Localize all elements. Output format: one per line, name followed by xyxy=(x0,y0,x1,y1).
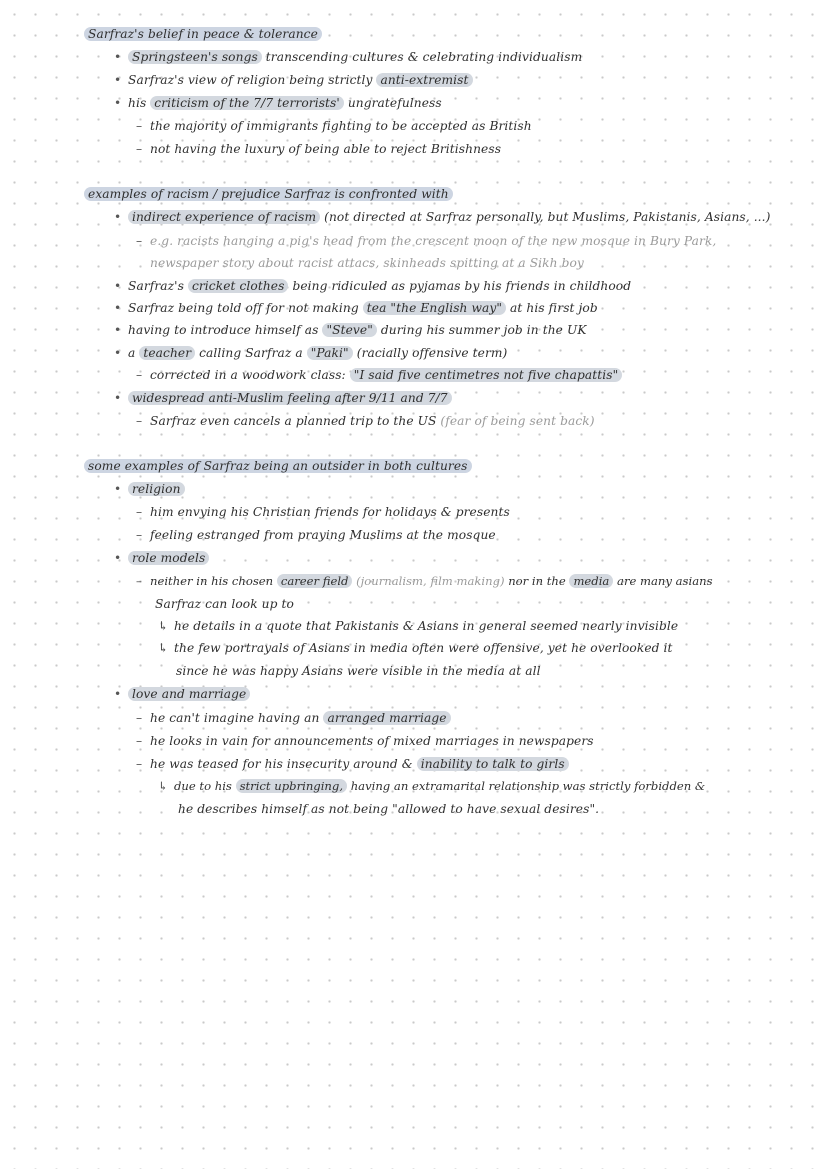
dash-icon: – xyxy=(136,368,143,382)
bullet-icon: • xyxy=(114,279,122,293)
list-item xyxy=(114,321,587,339)
bullet-icon: • xyxy=(114,687,122,701)
list-item xyxy=(114,277,631,295)
highlight: strict upbringing, xyxy=(236,779,347,793)
text: transcending cultures & celebrating individualism xyxy=(261,50,583,64)
list-item xyxy=(114,48,582,66)
section-heading-peace-tolerance xyxy=(84,25,322,43)
dash-icon: – xyxy=(136,734,143,748)
bullet-icon: • xyxy=(114,551,122,565)
highlight: arranged marriage xyxy=(323,711,450,725)
list-item xyxy=(114,685,250,703)
text: the majority of immigrants fighting to be accepted as British xyxy=(150,119,532,133)
arrow-item xyxy=(158,777,705,795)
soft-text: (fear of being sent back) xyxy=(440,414,595,428)
list-item xyxy=(114,480,185,498)
return-arrow-icon: ↳ xyxy=(158,641,169,655)
text: his xyxy=(128,96,151,110)
highlight: tea "the English way" xyxy=(363,301,506,315)
list-item xyxy=(114,299,598,317)
bullet-icon: • xyxy=(114,96,122,110)
highlight: career field xyxy=(277,574,353,588)
sub-item xyxy=(136,412,595,430)
text: corrected in a woodwork class: xyxy=(150,368,350,382)
text: he details in a quote that Pakistanis & Asians in general seemed nearly invisible xyxy=(174,619,679,633)
bullet-icon: • xyxy=(114,391,122,405)
sub-item xyxy=(136,140,501,158)
dash-icon: – xyxy=(136,142,143,156)
dash-icon: – xyxy=(136,234,143,248)
highlight: Springsteen's songs xyxy=(128,50,262,64)
highlight: cricket clothes xyxy=(188,279,289,293)
dash-icon: – xyxy=(136,505,143,519)
highlight: criticism of the 7/7 terrorists' xyxy=(150,96,344,110)
highlight: indirect experience of racism xyxy=(128,210,320,224)
text: at his first job xyxy=(506,301,598,315)
highlight: anti-extremist xyxy=(376,73,472,87)
bullet-icon: • xyxy=(114,210,122,224)
text: due to his xyxy=(174,779,236,793)
arrow-item xyxy=(158,617,678,635)
dash-icon: – xyxy=(136,119,143,133)
text: he was teased for his insecurity around & xyxy=(150,757,417,771)
arrow-item-continuation: he describes himself as not being "allowed to have sexual desires". xyxy=(178,802,600,816)
sub-item xyxy=(136,572,713,590)
text: the few portrayals of Asians in media often were offensive, yet he overlooked it xyxy=(174,641,673,655)
dash-icon: – xyxy=(136,414,143,428)
sub-item xyxy=(136,526,496,544)
highlight: teacher xyxy=(139,346,195,360)
text: feeling estranged from praying Muslims at the mosque xyxy=(150,528,496,542)
return-arrow-icon: ↳ xyxy=(158,779,168,793)
text: neither in his chosen xyxy=(150,574,277,588)
sub-item xyxy=(136,117,532,135)
highlight: love and marriage xyxy=(128,687,250,701)
text: are many asians xyxy=(613,574,713,588)
highlight: "I said five centimetres not five chapattis" xyxy=(350,368,623,382)
highlight: "Paki" xyxy=(307,346,353,360)
list-item xyxy=(114,208,771,226)
dash-icon: – xyxy=(136,528,143,542)
text: ungratefulness xyxy=(343,96,442,110)
list-item xyxy=(114,549,209,567)
bullet-icon: • xyxy=(114,482,122,496)
text: him envying his Christian friends for holidays & presents xyxy=(150,505,510,519)
heading-highlight: Sarfraz's belief in peace & tolerance xyxy=(84,27,322,41)
text: during his summer job in the UK xyxy=(376,323,587,337)
bullet-icon: • xyxy=(114,323,122,337)
text: having to introduce himself as xyxy=(128,323,323,337)
soft-text: (journalism, film making) xyxy=(352,574,505,588)
highlight: religion xyxy=(128,482,185,496)
bullet-icon: • xyxy=(114,50,122,64)
text: e.g. racists hanging a pig's head from the crescent moon of the new mosque in Bury Park, xyxy=(150,234,717,248)
list-item xyxy=(114,389,452,407)
text: Sarfraz's view of religion being strictly xyxy=(128,73,377,87)
text: (not directed at Sarfraz personally, but Muslims, Pakistanis, Asians, ...) xyxy=(320,210,771,224)
sub-item xyxy=(136,366,622,384)
sub-item xyxy=(136,732,594,750)
text: Sarfraz being told off for not making xyxy=(128,301,363,315)
text: being ridiculed as pyjamas by his friends in childhood xyxy=(288,279,632,293)
sub-item xyxy=(136,232,716,250)
sub-item-continuation: newspaper story about racist attacs, skinheads spitting at a Sikh boy xyxy=(150,256,584,270)
text: he looks in vain for announcements of mixed marriages in newspapers xyxy=(150,734,594,748)
return-arrow-icon: ↳ xyxy=(158,619,169,633)
heading-highlight: examples of racism / prejudice Sarfraz is confronted with xyxy=(84,187,453,201)
bullet-icon: • xyxy=(114,73,122,87)
text: Sarfraz's xyxy=(128,279,188,293)
dash-icon: – xyxy=(136,711,143,725)
text: nor in the xyxy=(504,574,570,588)
text: having an extramarital relationship was strictly forbidden & xyxy=(347,779,706,793)
list-item xyxy=(114,344,507,362)
highlight: widespread anti-Muslim feeling after 9/11 and 7/7 xyxy=(128,391,452,405)
sub-item xyxy=(136,709,451,727)
highlight: "Steve" xyxy=(322,323,376,337)
bullet-icon: • xyxy=(114,346,122,360)
dash-icon: – xyxy=(136,757,143,771)
arrow-item xyxy=(158,639,673,657)
section-heading-racism xyxy=(84,185,453,203)
dash-icon: – xyxy=(136,574,142,588)
arrow-item-continuation: since he was happy Asians were visible in the media at all xyxy=(176,664,541,678)
sub-item xyxy=(136,503,510,521)
list-item xyxy=(114,94,442,112)
list-item xyxy=(114,71,473,89)
highlight: inability to talk to girls xyxy=(417,757,569,771)
bullet-icon: • xyxy=(114,301,122,315)
sub-item xyxy=(136,755,569,773)
text: he can't imagine having an xyxy=(150,711,324,725)
section-heading-outsider xyxy=(84,457,472,475)
text: (racially offensive term) xyxy=(352,346,508,360)
heading-highlight: some examples of Sarfraz being an outsider in both cultures xyxy=(84,459,472,473)
highlight: media xyxy=(569,574,613,588)
sub-item-continuation: Sarfraz can look up to xyxy=(155,597,294,611)
text: not having the luxury of being able to reject Britishness xyxy=(150,142,502,156)
text: Sarfraz even cancels a planned trip to the US xyxy=(150,414,441,428)
text: calling Sarfraz a xyxy=(195,346,307,360)
text: a xyxy=(128,346,140,360)
highlight: role models xyxy=(128,551,209,565)
